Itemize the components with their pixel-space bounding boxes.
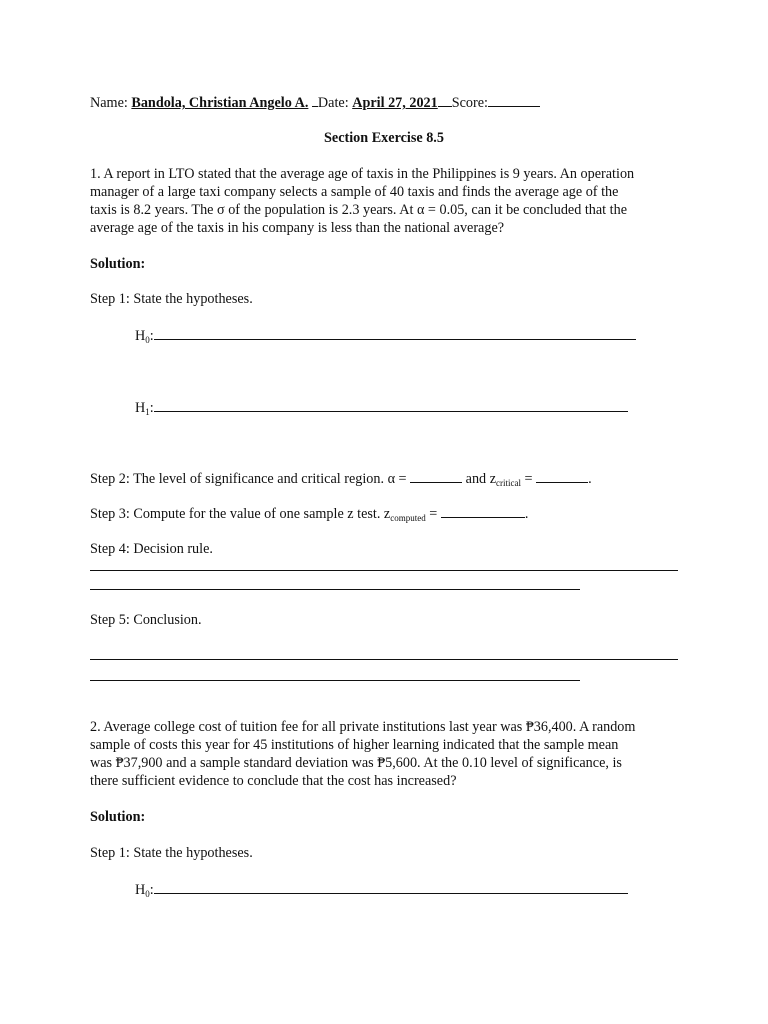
problem1-h0-row: $H_0$: [135, 326, 636, 349]
name-value: Bandola, Christian Angelo A. [131, 95, 309, 111]
step3-text-b: = [425, 506, 438, 522]
problem2-text [90, 718, 690, 790]
step5-answer-line[interactable] [90, 680, 580, 681]
problem1-step4: Step 4: Decision rule. [90, 541, 213, 557]
problem1-step3: Step 3: Compute for the value of one sample z test. $z_{computed}$ = . [90, 506, 529, 523]
step3-text-a: Step 3: Compute for the value of one sample z test. z [90, 506, 391, 522]
step2-text-c: = [520, 471, 533, 487]
problem1-text [90, 165, 690, 237]
step2-text-b: and z [465, 471, 496, 487]
problem1-line: 1. A report in LTO stated that the average age of taxis in the Philippines is 9 years. An operation [90, 166, 635, 182]
problem2-step1: Step 1: State the hypotheses. [90, 845, 253, 861]
problem1-line: average age of the taxis in his company is less than the national average? [90, 220, 505, 236]
step2-text-a: Step 2: The level of significance and critical region. α = [90, 471, 407, 487]
score-label: Score: [451, 95, 488, 111]
h1-label: H [135, 400, 146, 416]
problem2-line: 2. Average college cost of tuition fee for all private institutions last year was ₱36,400. A random [90, 719, 636, 735]
date-label: Date: [317, 95, 349, 111]
alpha-answer-blank[interactable] [410, 469, 462, 483]
problem1-step2: Step 2: The level of significance and critical region. α = and $z_{critical}$ = . [90, 471, 592, 488]
date-value: April 27, 2021 [352, 95, 438, 111]
step4-answer-line[interactable] [90, 570, 678, 571]
h0-subscript: 0 [145, 335, 150, 345]
h1-subscript: 1 [145, 407, 150, 417]
zcritical-answer-blank[interactable] [536, 469, 588, 483]
h0-answer-blank[interactable] [154, 880, 628, 894]
step2-subscript: critical [496, 478, 521, 488]
h0-subscript: 0 [145, 889, 150, 899]
step3-subscript: computed [390, 513, 426, 523]
step4-answer-line[interactable] [90, 589, 580, 590]
problem1-solution-label: Solution: [90, 256, 146, 272]
problem1-step1: Step 1: State the hypotheses. [90, 291, 253, 307]
h0-label: H [135, 328, 146, 344]
page-title: Section Exercise 8.5 [324, 130, 444, 146]
problem2-h0-row: $H_0$: [135, 880, 628, 903]
h0-answer-blank[interactable] [154, 326, 636, 340]
problem1-h1-row: $H_1$: [135, 398, 628, 421]
date-gap-blank [438, 93, 452, 107]
problem2-line: was ₱37,900 and a sample standard deviation was ₱5,600. At the 0.10 level of significance, is [90, 755, 622, 771]
problem2-line: there sufficient evidence to conclude that the cost has increased? [90, 773, 457, 789]
problem1-line: manager of a large taxi company selects a sample of 40 taxis and finds the average age of the [90, 184, 619, 200]
zcomputed-answer-blank[interactable] [441, 504, 525, 518]
problem1-line: taxis is 8.2 years. The σ of the population is 2.3 years. At α = 0.05, can it be concluded that the [90, 202, 628, 218]
score-blank [488, 93, 540, 107]
problem1-step5: Step 5: Conclusion. [90, 612, 202, 628]
problem2-line: sample of costs this year for 45 institutions of higher learning indicated that the sample mean [90, 737, 619, 753]
h1-answer-blank[interactable] [154, 398, 628, 412]
h0-label: H [135, 882, 146, 898]
step5-answer-line[interactable] [90, 659, 678, 660]
header-line [90, 93, 540, 112]
problem2-solution-label: Solution: [90, 809, 146, 825]
name-label: Name: [90, 95, 128, 111]
